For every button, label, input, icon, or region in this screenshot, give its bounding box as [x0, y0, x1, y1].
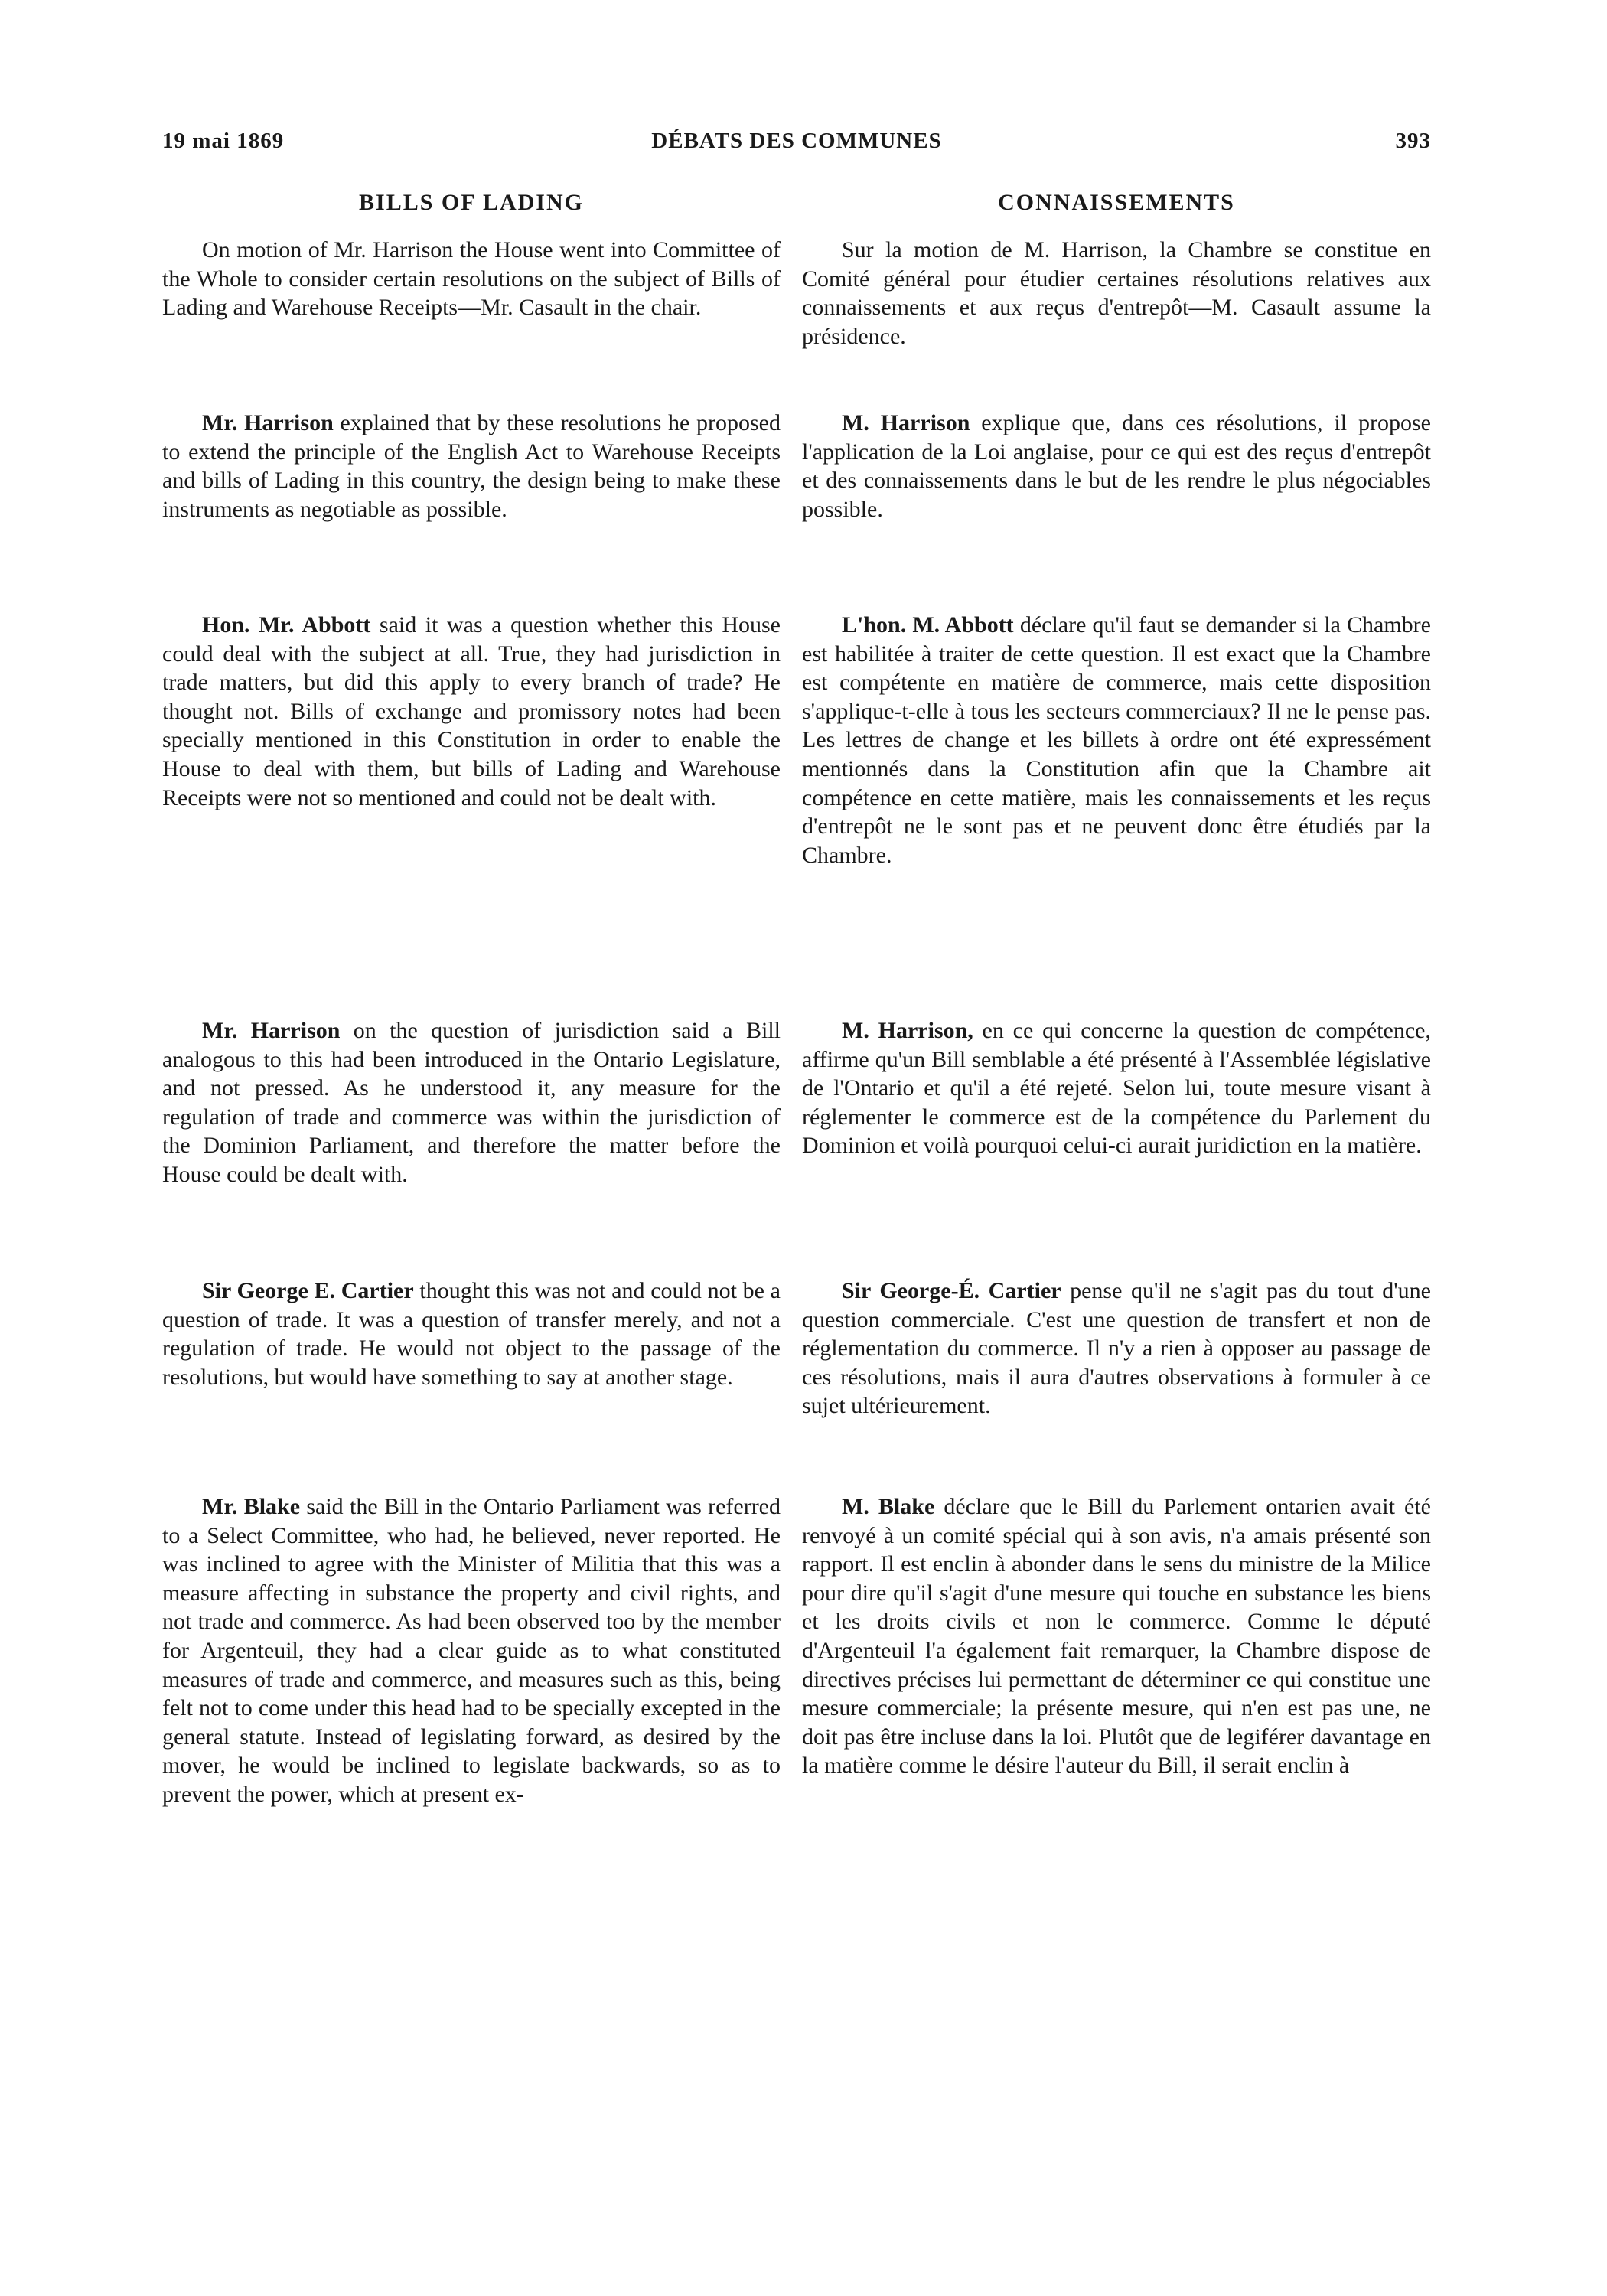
speech-text: en ce qui concerne la question de compétence, affirme qu'un Bill semblable a été présenté à l'Assemblée législative de l'Ontario et qu'il a été rejeté. Selon lui, toute mesure visant à réglementer le commerce est de la compétence du Parlement du Dominion et voilà pourquoi celui-ci aurait juridiction en la matière.: [802, 1018, 1431, 1159]
french-paragraph: [802, 611, 1431, 869]
speech-text: pense qu'il ne s'agit pas du tout d'une question commerciale. C'est une question de transfert et non de réglementation du commerce. Il n'y a rien à opposer au passage de ces résolutions, mais il aura d'autres observations à formuler à ce sujet ultérieurement.: [802, 1278, 1431, 1419]
speaker-name: Mr. Blake: [202, 1494, 301, 1519]
english-paragraph: [162, 409, 781, 523]
speaker-name: Sir George-É. Cartier: [842, 1278, 1061, 1303]
speech-text: said the Bill in the Ontario Parliament was referred to a Select Committee, who had, he believed, never reported. He was inclined to agree with the Minister of Militia that this was a measure affecting in substance the property and civil rights, and not trade and commerce. As had been observed too by the member for Argenteuil, they had a clear guide as to what constituted measures of trade and commerce, and measures such as this, being felt not to come under this head had to be specially excepted in the general statute. Instead of legislating forward, as desired by the mover, he would be inclined to legislate backwards, so as to prevent the power, which at present ex-: [162, 1494, 781, 1807]
french-paragraph: [802, 409, 1431, 523]
speaker-name: Hon. Mr. Abbott: [202, 612, 371, 638]
english-paragraph: [162, 1277, 781, 1391]
speech-text: said it was a question whether this House could deal with the subject at all. True, they had jurisdiction in trade matters, but did this apply to every branch of trade? He thought not. Bills of exchange and promissory notes had been specially mentioned in this Constitution in order to enable the House to deal with them, but bills of Lading and Warehouse Receipts were not so mentioned and could not be dealt with.: [162, 612, 781, 810]
speech-text: déclare que le Bill du Parlement ontarien avait été renvoyé à un comité spécial qui à son avis, n'a amais présenté son rapport. Il est enclin à abonder dans le sens du ministre de la Milice pour dire qu'il s'agit d'une mesure qui touche en substance les biens et les droits civils et non le commerce. Comme le député d'Argenteuil l'a également fait remarquer, la Chambre dispose de directives précises lui permettant de déterminer ce qui constitue une mesure commerciale; la présente mesure, qui n'en est pas une, ne doit pas être incluse dans la loi. Plutôt que de legiférer davantage en la matière comme le désire l'auteur du Bill, il serait enclin à: [802, 1494, 1431, 1779]
speaker-name: M. Harrison,: [842, 1018, 973, 1043]
speaker-name: M. Blake: [842, 1494, 935, 1519]
english-paragraph: [162, 236, 781, 322]
french-heading: CONNAISSEMENTS: [998, 190, 1235, 215]
english-paragraph: [162, 1492, 781, 1809]
speaker-name: M. Harrison: [842, 410, 970, 435]
french-column: [802, 190, 1431, 1779]
english-heading: BILLS OF LADING: [359, 190, 584, 215]
speaker-name: L'hon. M. Abbott: [842, 612, 1014, 638]
header-date: 19 mai 1869: [162, 129, 285, 153]
speech-text: explained that by these resolutions he proposed to extend the principle of the English Act to Warehouse Receipts and bills of Lading in this country, the design being to make these instruments as negotiable as possible.: [162, 410, 781, 522]
speech-text: on the question of jurisdiction said a Bill analogous to this had been introduced in the Ontario Legislature, and not pressed. As he understood it, any measure for the regulation of trade and commerce was within the jurisdiction of the Dominion Parliament, and therefore the matter before the House could be dealt with.: [162, 1018, 781, 1187]
speech-text: thought this was not and could not be a question of trade. It was a question of transfer merely, and not a regulation of trade. He would not object to the passage of the resolutions, but would have something to say at another stage.: [162, 1278, 781, 1390]
speaker-name: Mr. Harrison: [202, 1018, 341, 1043]
french-paragraph: [802, 1492, 1431, 1780]
english-column: [162, 190, 781, 1807]
french-paragraph: [802, 1277, 1431, 1420]
speaker-name: Sir George E. Cartier: [202, 1278, 414, 1303]
page-number: 393: [1395, 129, 1431, 153]
english-paragraph: [162, 611, 781, 812]
speech-text: On motion of Mr. Harrison the House went into Committee of the Whole to consider certain resolutions on the subject of Bills of Lading and Warehouse Receipts—Mr. Casault in the chair.: [162, 237, 781, 321]
french-paragraph: [802, 1016, 1431, 1160]
running-header: [162, 129, 1431, 167]
speech-text: déclare qu'il faut se demander si la Chambre est habilitée à traiter de cette question. Il est exact que la Chambre est compétente en matière de commerce, mais cette disposition s'applique-t-elle à tous les secteurs commerciaux? Il ne le pense pas. Les lettres de change et les billets à ordre ont été expressément mentionnés dans la Constitution afin que la Chambre ait compétence en cette matière, mais les connaissements et les reçus d'entrepôt ne le sont pas et ne peuvent donc être étudiés par la Chambre.: [802, 612, 1431, 868]
speaker-name: Mr. Harrison: [202, 410, 334, 435]
speech-text: Sur la motion de M. Harrison, la Chambre se constitue en Comité général pour étudier certaines résolutions relatives aux connaissements et aux reçus d'entrepôt—M. Casault assume la présidence.: [802, 237, 1431, 349]
french-paragraph: [802, 236, 1431, 351]
header-title: DÉBATS DES COMMUNES: [651, 129, 942, 153]
english-paragraph: [162, 1016, 781, 1189]
speech-text: explique que, dans ces résolutions, il propose l'application de la Loi anglaise, pour ce qui est des reçus d'entrepôt et des connaissements dans le but de les rendre le plus négociables possible.: [802, 410, 1431, 522]
